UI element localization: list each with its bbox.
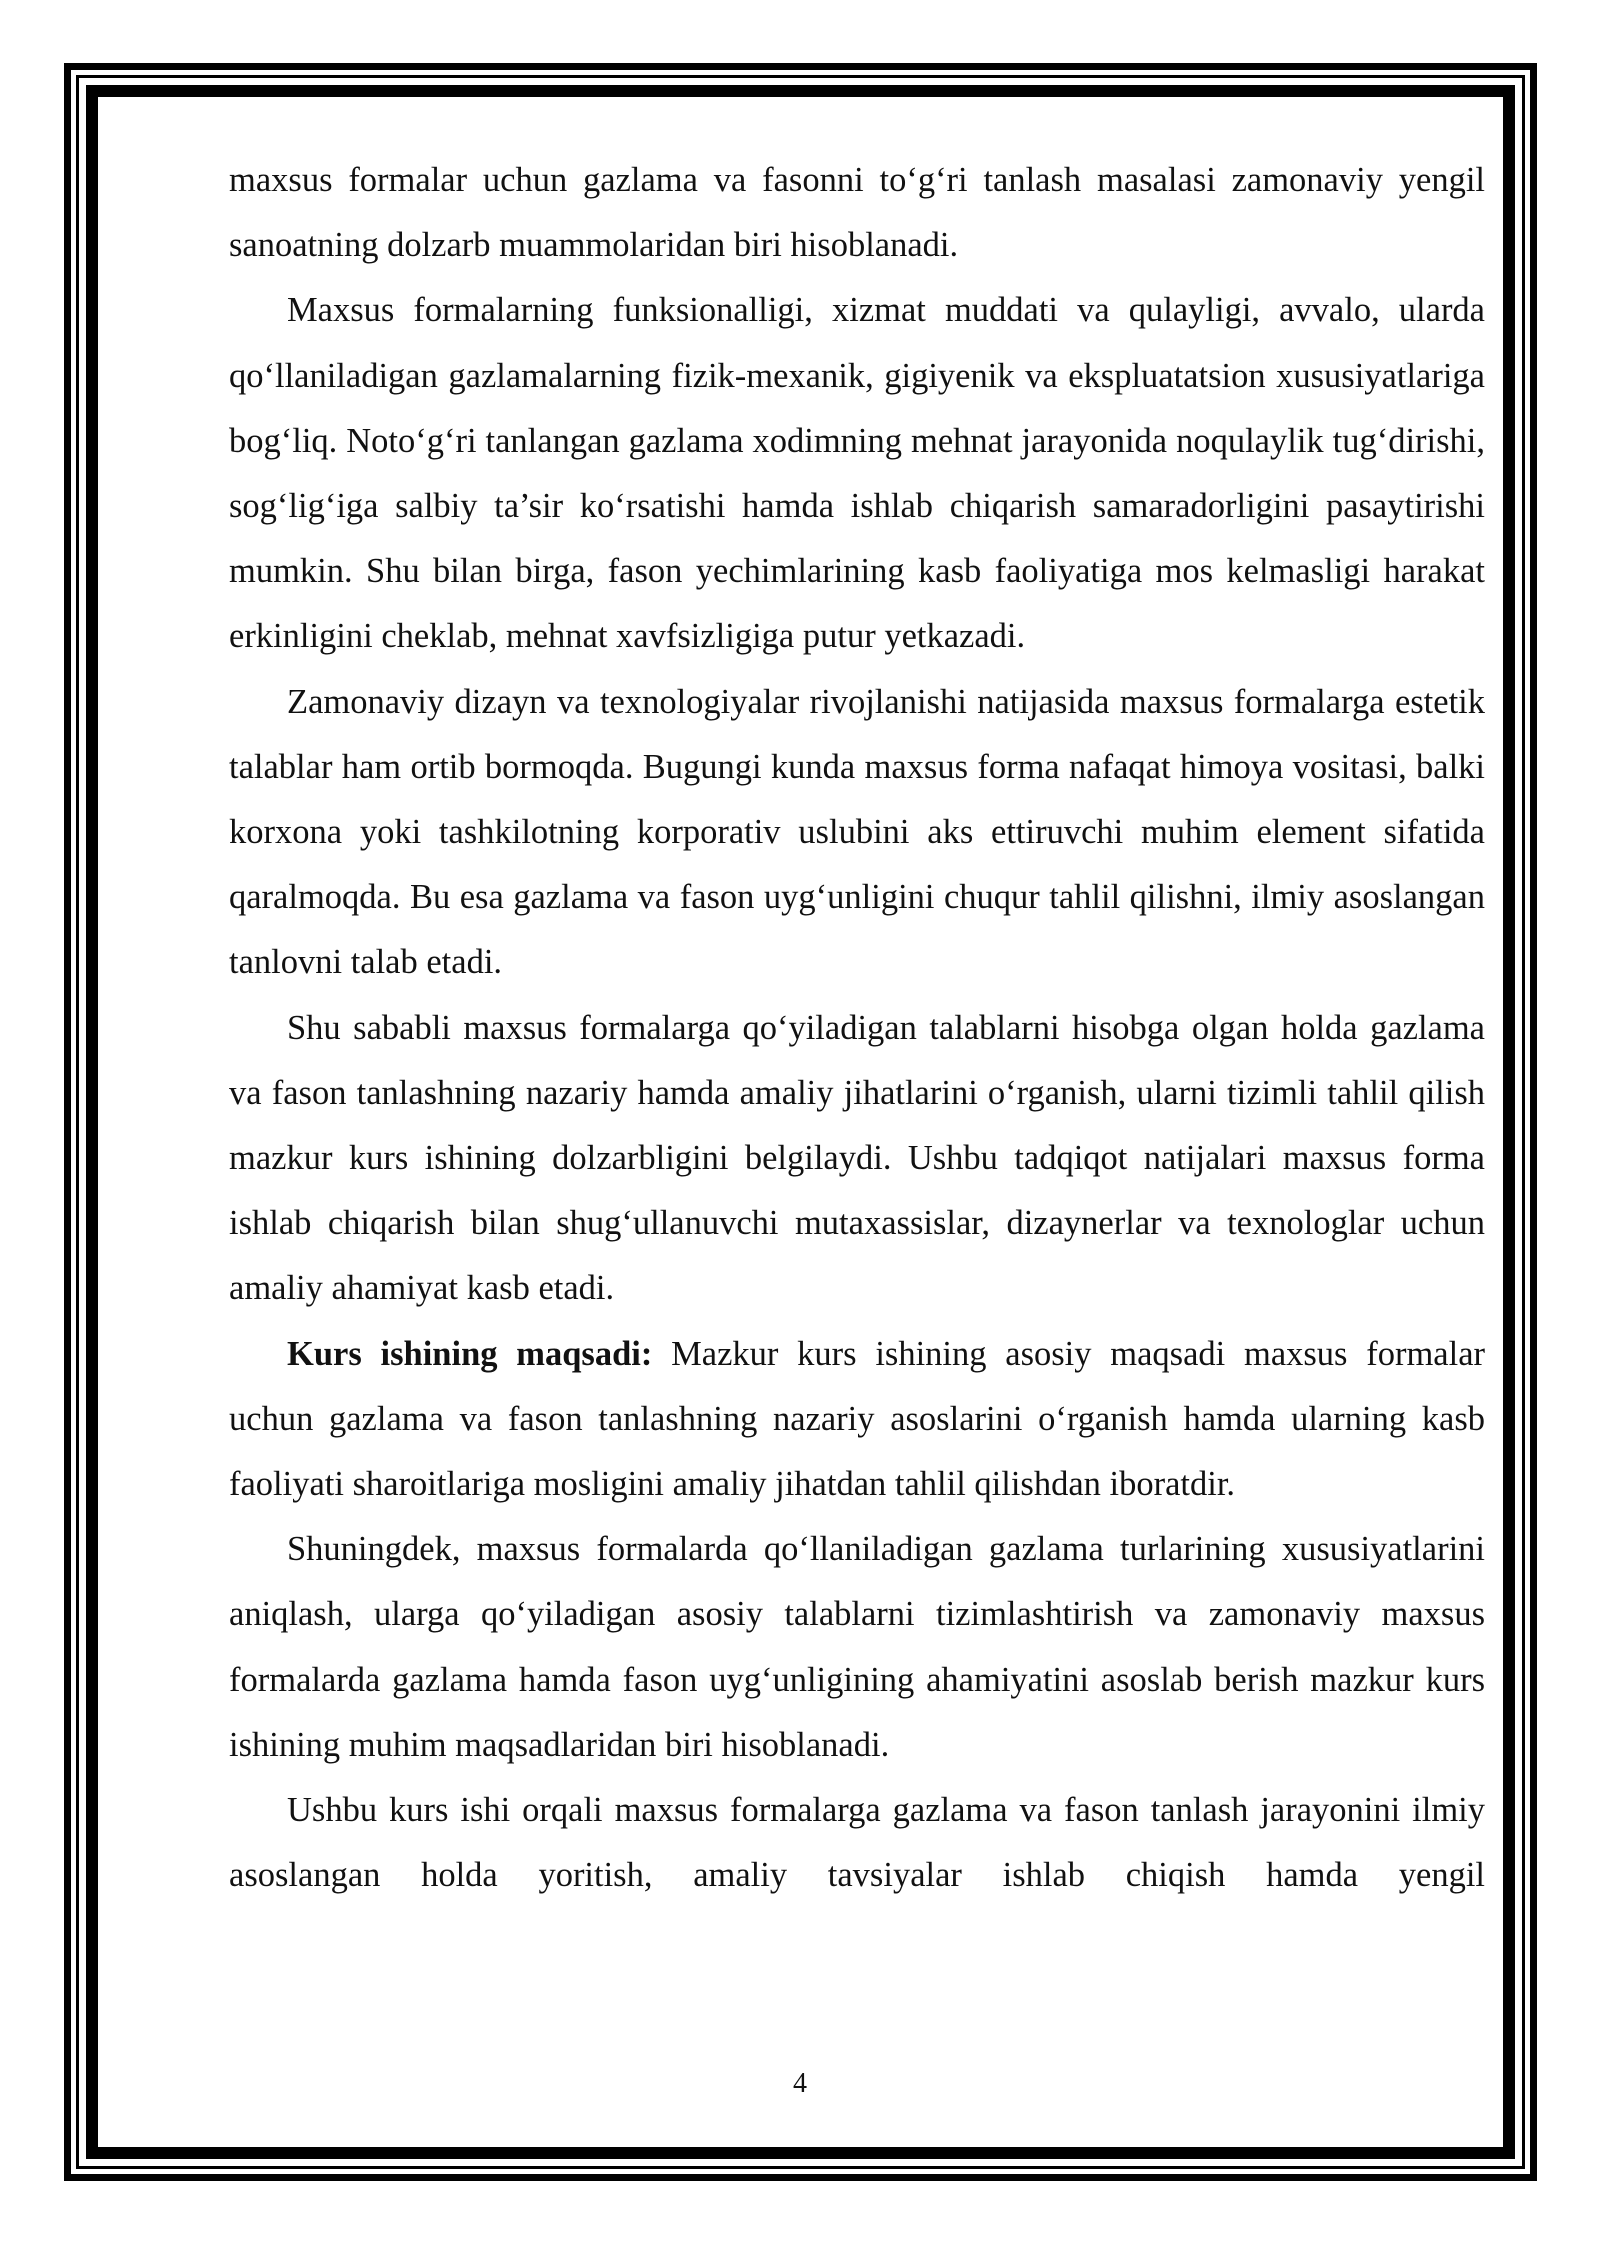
paragraph-objectives: Shuningdek, maxsus formalarda qo‘llaniladigan gazlama turlarining xususiyatlarini aniqlash, ularga qo‘yiladigan asosiy talablarni tizimlashtirish va zamonaviy maxsus formalarda gazlama hamda fason uyg‘unligining ahamiyatini asoslab berish mazkur kurs ishining muhim maqsadlaridan biri hisoblanadi. bbox=[229, 1530, 1485, 1764]
paragraph-goal bbox=[229, 1322, 1485, 1518]
paragraph-functionality: Maxsus formalarning funksionalligi, xizmat muddati va qulayligi, avvalo, ularda qo‘llaniladigan gazlamalarning fizik-mexanik, gigiyenik va ekspluatatsion xususiyatlariga bog‘liq. Noto‘g‘ri tanlangan gazlama xodimning mehnat jarayonida noqulaylik tug‘dirishi, sog‘lig‘iga salbiy ta’sir ko‘rsatishi hamda ishlab chiqarish samaradorligini pasaytirishi mumkin. Shu bilan birga, fason yechimlarining kasb faoliyatiga mos kelmasligi harakat erkinligini cheklab, mehnat xavfsizligiga putur yetkazadi. bbox=[229, 291, 1485, 656]
page-body bbox=[229, 148, 1485, 1908]
paragraph-conclusion-start: Ushbu kurs ishi orqali maxsus formalarga gazlama va fason tanlash jarayonini ilmiy asoslangan holda yoritish, amaliy tavsiyalar ishlab chiqish hamda yengil bbox=[229, 1791, 1485, 1895]
goal-heading: Kurs ishining maqsadi: bbox=[287, 1334, 653, 1373]
paragraph-continuation: maxsus formalar uchun gazlama va fasonni to‘g‘ri tanlash masalasi zamonaviy yengil sanoatning dolzarb muammolaridan biri hisoblanadi. bbox=[229, 161, 1485, 265]
paragraph-design-aesthetics: Zamonaviy dizayn va texnologiyalar rivojlanishi natijasida maxsus formalarga estetik talablar ham ortib bormoqda. Bugungi kunda maxsus forma nafaqat himoya vositasi, balki korxona yoki tashkilotning korporativ uslubini aks ettiruvchi muhim element sifatida qaralmoqda. Bu esa gazlama va fason uyg‘unligini chuqur tahlil qilishni, ilmiy asoslangan tanlovni talab etadi. bbox=[229, 682, 1485, 982]
goal-text: Mazkur kurs ishining asosiy maqsadi maxsus formalar uchun gazlama va fason tanlashning nazariy asoslarini o‘rganish hamda ularning kasb faoliyati sharoitlariga mosligini amaliy jihatdan tahlil qilishdan iboratdir. bbox=[229, 1334, 1485, 1504]
paragraph-relevance: Shu sababli maxsus formalarga qo‘yiladigan talablarni hisobga olgan holda gazlama va fason tanlashning nazariy hamda amaliy jihatlarini o‘rganish, ularni tizimli tahlil qilish mazkur kurs ishining dolzarbligini belgilaydi. Ushbu tadqiqot natijalari maxsus forma ishlab chiqarish bilan shug‘ullanuvchi mutaxassislar, dizaynerlar va texnologlar uchun amaliy ahamiyat kasb etadi. bbox=[229, 1008, 1485, 1308]
page-number: 4 bbox=[793, 2068, 807, 2099]
